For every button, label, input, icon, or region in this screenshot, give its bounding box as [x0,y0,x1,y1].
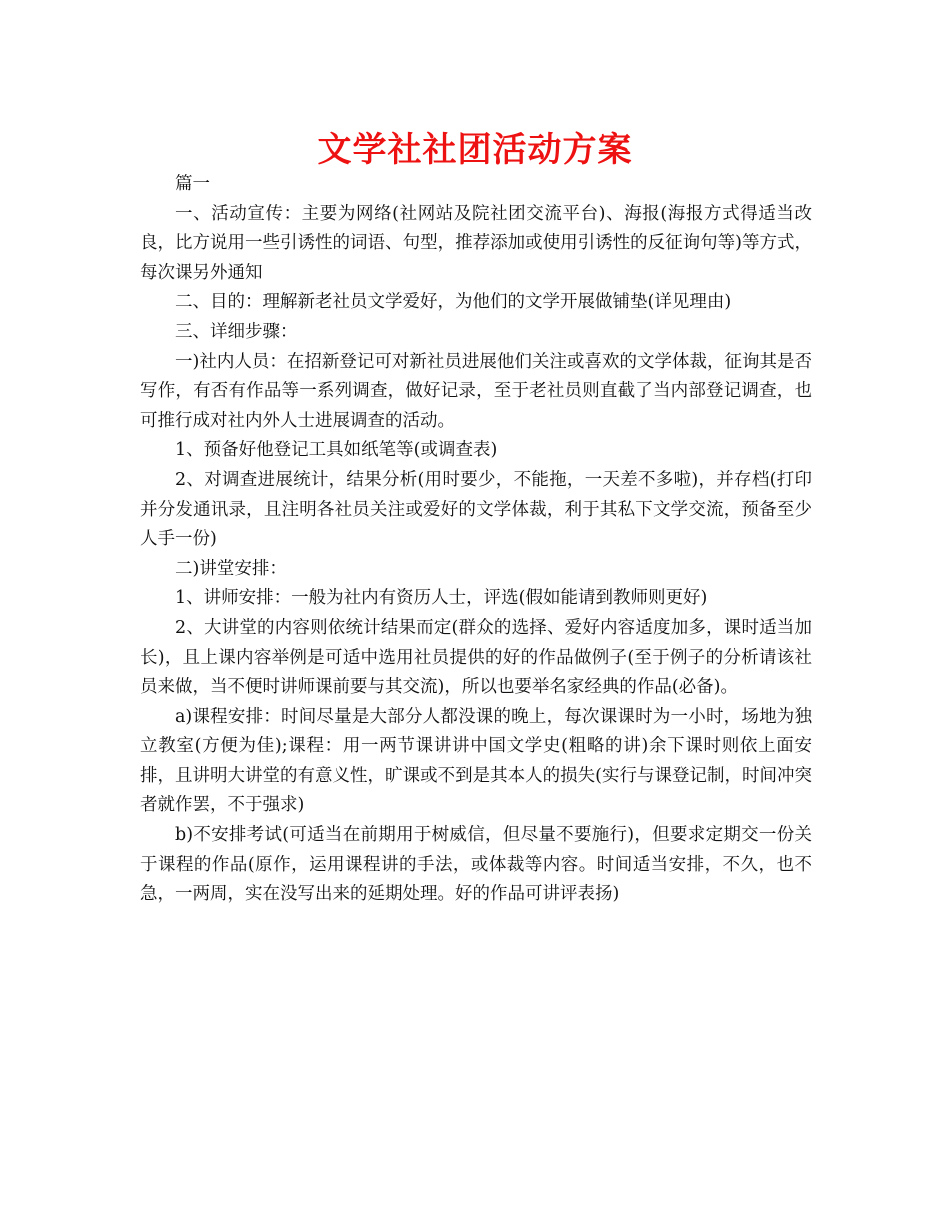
paragraph-assessment: b)不安排考试(可适当在前期用于树威信，但尽量不要施行)，但要求定期交一份关于课程的作品(原作，运用课程讲的手法，或体裁等内容。时间适当安排，不久，也不急，一两周，实在没写出来的延期处理。好的作品可讲评表扬) [140,825,812,905]
document-body [140,170,812,910]
paragraph-purpose: 二、目的：理解新老社员文学爱好，为他们的文学开展做铺垫(详见理由) [175,292,732,313]
paragraph-prepare-tools: 1、预备好他登记工具如纸笔等(或调查表) [175,440,498,461]
paragraph-lecture-heading: 二)讲堂安排： [175,558,287,579]
paragraph-publicity: 一、活动宣传：主要为网络(社网站及院社团交流平台)、海报(海报方式得适当改良，比方说用一些引诱性的词语、句型，推荐添加或使用引诱性的反征询句等)等方式，每次课另外通知 [140,203,812,283]
paragraph-lecturer: 1、讲师安排：一般为社内有资历人士，评选(假如能请到教师则更好) [175,588,708,609]
paragraph-section-label: 篇一 [175,174,210,194]
paragraph-lecture-content: 2、大讲堂的内容则依统计结果而定(群众的选择、爱好内容适度加多，课时适当加长)，且上课内容举例是可适中选用社员提供的好的作品做例子(至于例子的分析请该社员来做，当不便时讲师课前要与其交流)，所以也要举名家经典的作品(必备)。 [140,617,812,698]
paragraph-steps-heading: 三、详细步骤： [175,321,298,342]
paragraph-course-schedule: a)课程安排：时间尽量是大部分人都没课的晚上，每次课课时为一小时，场地为独立教室(方便为佳);课程：用一两节课讲讲中国文学史(粗略的讲)余下课时则依上面安排，且讲明大讲堂的有意义性，旷课或不到是其本人的损失(实行与课登记制，时间冲突者就作罢，不于强求) [140,706,812,816]
document-title: 文学社社团活动方案 [317,130,633,170]
paragraph-internal-members: 一)社内人员：在招新登记可对新社员进展他们关注或喜欢的文学体裁，征询其是否写作，有否有作品等一系列调查，做好记录，至于老社员则直截了当内部登记调查，也可推行成对社内外人士进展调查的活动。 [140,351,812,431]
paragraph-statistics: 2、对调查进展统计，结果分析(用时要少，不能拖，一天差不多啦)，并存档(打印并分发通讯录，且注明各社员关注或爱好的文学体裁，利于其私下文学交流，预备至少人手一份) [140,469,812,550]
